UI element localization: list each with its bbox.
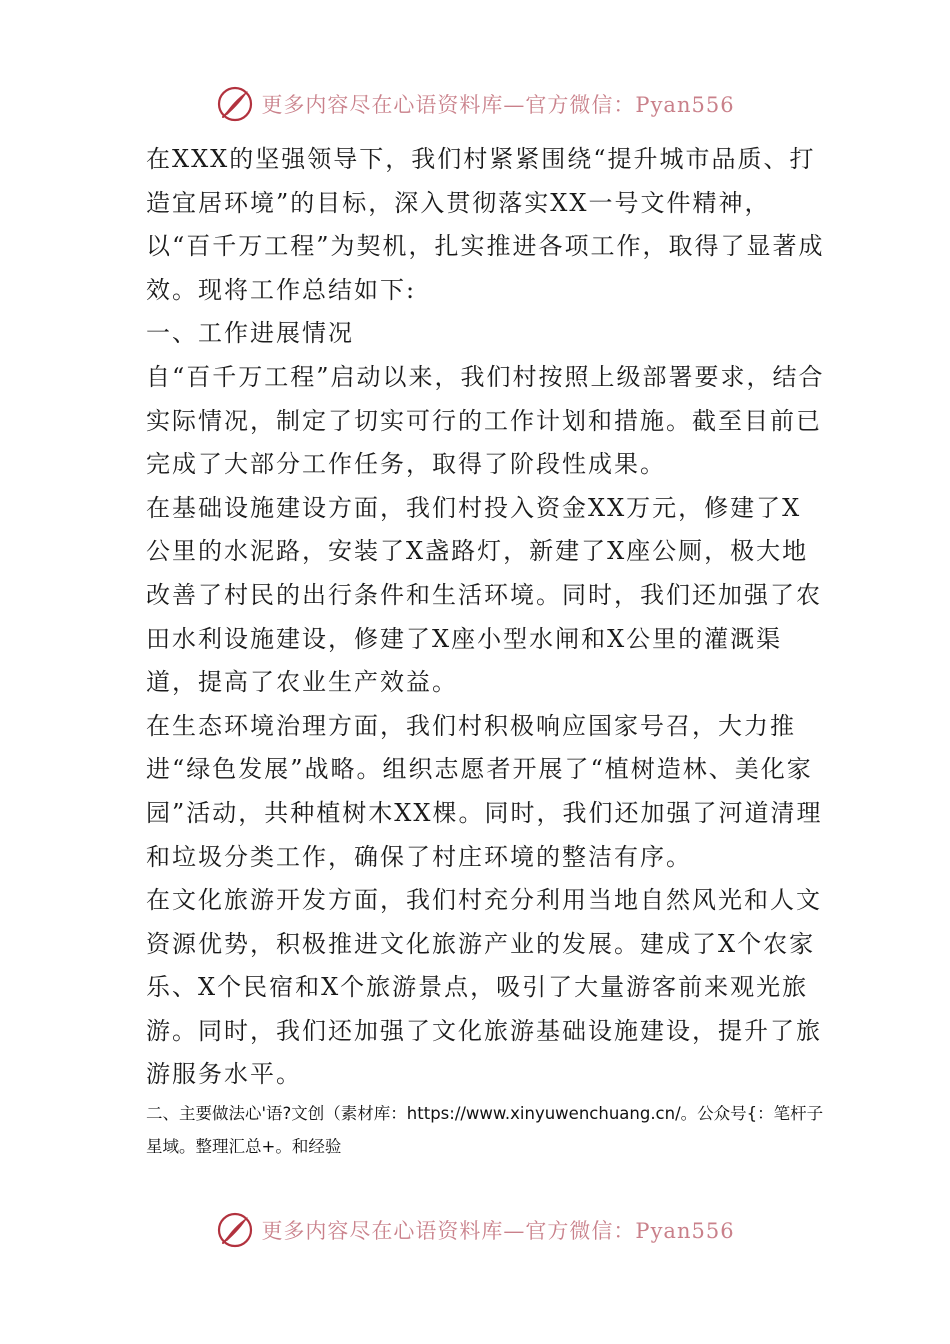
- header-watermark-banner: [0, 82, 950, 126]
- watermark-text: 更多内容尽在心语资料库—官方微信：Pyan556: [261, 93, 735, 117]
- tourism-paragraph: 在文化旅游开发方面，我们村充分利用当地自然风光和人文资源优势，积极推进文化旅游产业的发展。建成了X个农家乐、X个民宿和X个旅游景点，吸引了大量游客前来观光旅游。同时，我们还加强了文化旅游基础设施建设，提升了旅游服务水平。: [146, 886, 822, 1089]
- quill-logo-icon: [215, 1210, 255, 1250]
- section-heading-methods: 二、主要做法心'语?文创（素材库：https://www.xinyuwenchuang.cn/。公众号{：笔杆子星域。整理汇总+。和经验: [146, 1104, 824, 1157]
- watermark-text: 更多内容尽在心语资料库—官方微信：Pyan556: [261, 1219, 735, 1243]
- section-heading-progress: 一、工作进展情况: [146, 319, 354, 348]
- quill-logo-icon: [215, 84, 255, 124]
- document-body: [146, 138, 826, 1163]
- footer-watermark-banner: [0, 1208, 950, 1252]
- ecology-paragraph: 在生态环境治理方面，我们村积极响应国家号召，大力推进“绿色发展”战略。组织志愿者开展了“植树造林、美化家园”活动，共种植树木XX棵。同时，我们还加强了河道清理和垃圾分类工作，确保了村庄环境的整洁有序。: [146, 711, 823, 871]
- intro-paragraph: 在XXX的坚强领导下，我们村紧紧围绕“提升城市品质、打造宜居环境”的目标，深入贯彻落实XX一号文件精神，以“百千万工程”为契机，扎实推进各项工作，取得了显著成效。现将工作总结如下:: [146, 145, 825, 304]
- infrastructure-paragraph: 在基础设施建设方面，我们村投入资金XX万元，修建了X公里的水泥路，安装了X盏路灯，新建了X座公厕，极大地改善了村民的出行条件和生活环境。同时，我们还加强了农田水利设施建设，修建了X座小型水闸和X公里的灌溉渠道，提高了农业生产效益。: [146, 493, 822, 697]
- progress-paragraph: 自“百千万工程”启动以来，我们村按照上级部署要求，结合实际情况，制定了切实可行的工作计划和措施。截至目前已完成了大部分工作任务，取得了阶段性成果。: [146, 362, 825, 479]
